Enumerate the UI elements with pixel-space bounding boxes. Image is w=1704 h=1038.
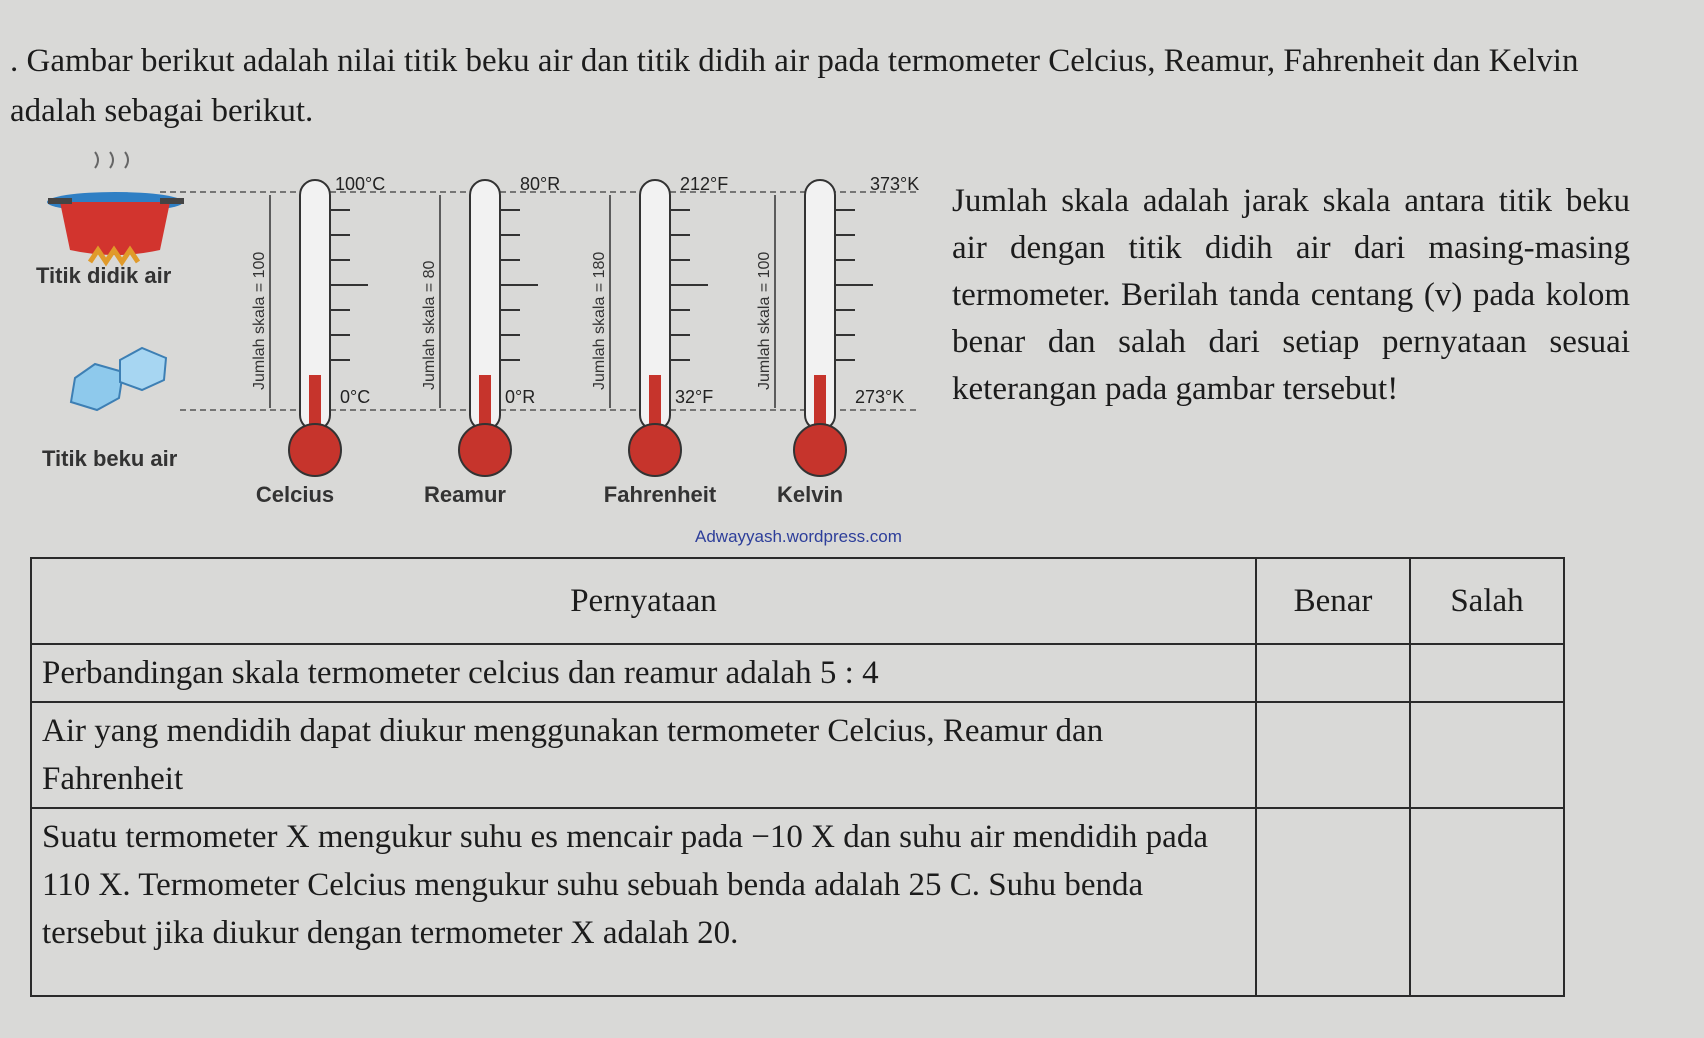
true-checkbox-cell[interactable]	[1256, 644, 1410, 702]
false-checkbox-cell[interactable]	[1410, 644, 1564, 702]
kelvin-bottom-label: 273°K	[855, 387, 905, 407]
celcius-bottom-label: 0°C	[340, 387, 371, 407]
thermometer-fahrenheit	[591, 174, 728, 507]
ice-cube-icon	[71, 348, 166, 410]
source-watermark: Adwayyash.wordpress.com	[695, 527, 902, 546]
thermometer-reamur	[421, 174, 560, 507]
scale-label-celcius: Jumlah skala = 100	[251, 251, 268, 390]
statement-cell: Perbandingan skala termometer celcius dan reamur adalah 5 : 4	[31, 644, 1256, 702]
header-false: Salah	[1410, 558, 1564, 644]
thermometer-celcius	[251, 174, 385, 507]
header-true: Benar	[1256, 558, 1410, 644]
boiling-point-label: Titik didik air	[36, 263, 172, 288]
thermometer-figure	[20, 150, 950, 560]
celcius-top-label: 100°C	[335, 174, 386, 194]
table-row	[31, 808, 1564, 996]
table-row	[31, 702, 1564, 808]
scale-label-fahrenheit: Jumlah skala = 180	[591, 251, 608, 390]
question-text	[10, 36, 1670, 136]
reamur-bottom-label: 0°R	[505, 387, 536, 407]
instruction-text: Jumlah skala adalah jarak skala antara titik beku air dengan titik didih air dari masing-masing termometer. Berilah tanda centang (v) pada kolom benar dan salah dari setiap pernyataan sesuai keterangan pada gambar tersebut!	[952, 183, 1630, 407]
reamur-top-label: 80°R	[520, 174, 561, 194]
statement-cell: Air yang mendidih dapat diukur menggunakan termometer Celcius, Reamur dan Fahrenheit	[31, 702, 1256, 808]
scale-label-kelvin: Jumlah skala = 100	[756, 251, 773, 390]
thermometer-kelvin	[756, 174, 919, 507]
fahrenheit-bottom-label: 32°F	[675, 387, 714, 407]
statement-cell: Suatu termometer X mengukur suhu es mencair pada −10 X dan suhu air mendidih pada 110 X. Termometer Celcius mengukur suhu sebuah benda adalah 25 C. Suhu benda tersebut jika diukur dengan termometer X adalah 20.	[31, 808, 1256, 996]
freezing-point-label: Titik beku air	[42, 446, 178, 471]
header-statement: Pernyataan	[31, 558, 1256, 644]
false-checkbox-cell[interactable]	[1410, 702, 1564, 808]
scale-label-reamur: Jumlah skala = 80	[421, 260, 438, 390]
statement-table	[30, 557, 1565, 997]
boiling-pot-icon	[47, 152, 184, 262]
false-checkbox-cell[interactable]	[1410, 808, 1564, 996]
table-header-row	[31, 558, 1564, 644]
reamur-name: Reamur	[424, 482, 506, 507]
true-checkbox-cell[interactable]	[1256, 808, 1410, 996]
celcius-name: Celcius	[255, 482, 335, 507]
fahrenheit-top-label: 212°F	[680, 174, 729, 194]
table-row	[31, 644, 1564, 702]
true-checkbox-cell[interactable]	[1256, 702, 1410, 808]
fahrenheit-name: Fahrenheit	[603, 482, 717, 507]
kelvin-name: Kelvin	[776, 482, 844, 507]
question-body: Gambar berikut adalah nilai titik beku air dan titik didih air pada termometer Celcius, Reamur, Fahrenheit dan Kelvin adalah sebagai berikut.	[10, 43, 1579, 129]
kelvin-top-label: 373°K	[870, 174, 920, 194]
question-number: .	[10, 43, 19, 79]
